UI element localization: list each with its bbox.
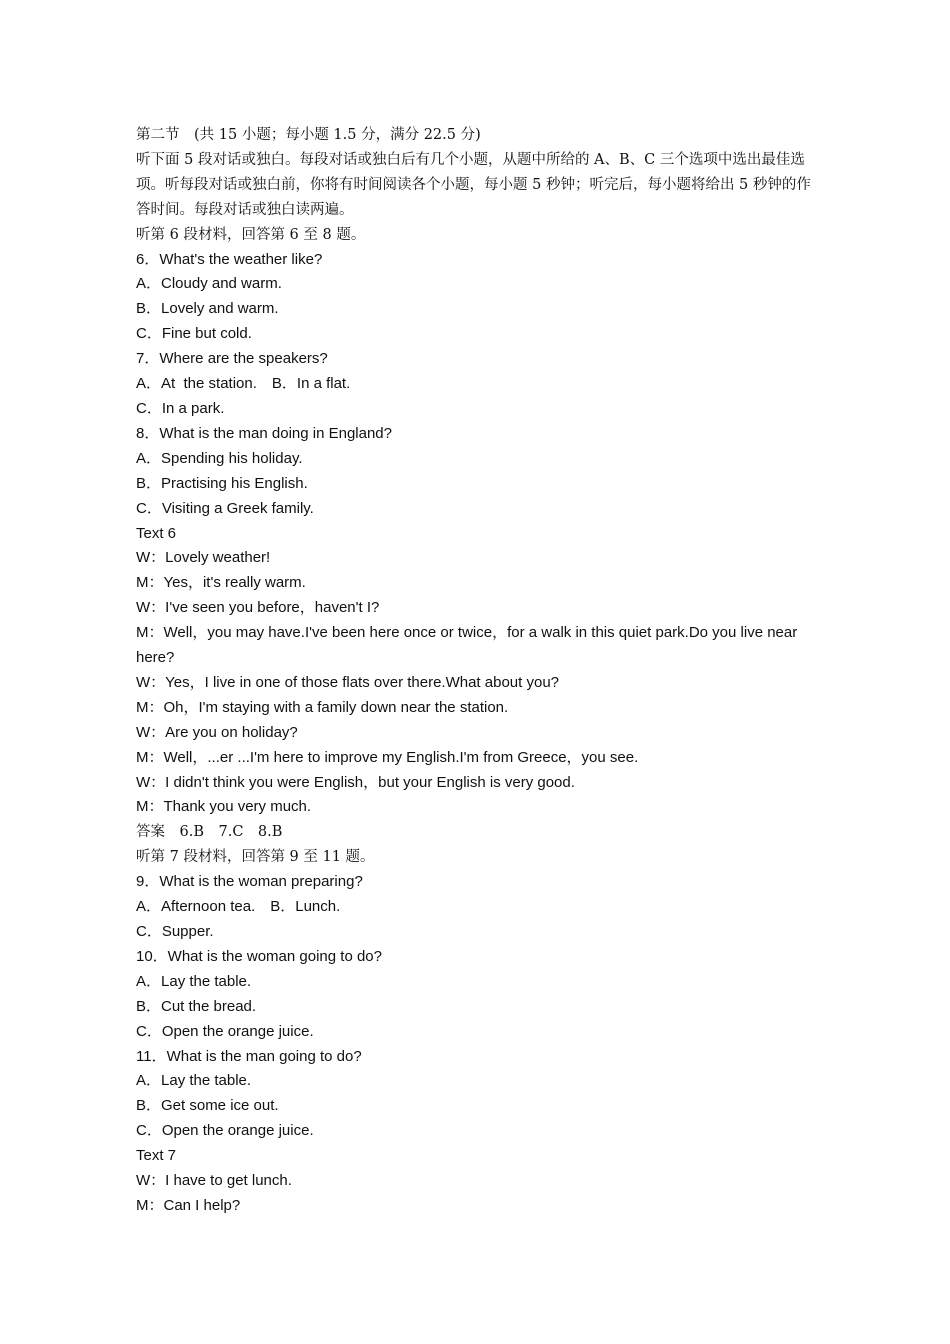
question-9-stem: 9．What is the woman preparing? <box>136 873 363 891</box>
question-6-option-c: C．Fine but cold. <box>136 325 252 343</box>
question-7-stem: 7．Where are the speakers? <box>136 350 328 368</box>
question-7-option-c: C．In a park. <box>136 399 225 417</box>
question-6-option-a: A．Cloudy and warm. <box>136 275 282 293</box>
question-10-option-c: C．Open the orange juice. <box>136 1022 314 1040</box>
dialogue-line: M：Thank you very much. <box>136 798 312 816</box>
passage-7-intro: 听第 7 段材料，回答第 9 至 11 题。 <box>136 849 375 866</box>
question-9-option-c: C．Supper. <box>136 923 214 940</box>
dialogue-line: M：Well，you may have.I've been here once or twice，for a walk in this quiet park.Do you live near here? <box>136 624 802 667</box>
question-8-option-a: A．Spending his holiday. <box>136 449 303 467</box>
section-instructions: 听下面 5 段对话或独白。每段对话或独白后有几个小题，从题中所给的 A、B、C 三个选项中选出最佳选项。听每段对话或独白前，你将有时间阅读各个小题，每小题 5 秒钟；听完后，每小题将给出 5 秒钟的作答时间。每段对话或独白读两遍。 <box>136 151 811 218</box>
question-11-option-c: C．Open the orange juice. <box>136 1122 314 1140</box>
question-10-option-a: A．Lay the table. <box>136 972 252 990</box>
passage-6-intro: 听第 6 段材料，回答第 6 至 8 题。 <box>136 226 366 243</box>
question-6-option-b: B．Lovely and warm. <box>136 300 279 318</box>
question-8-option-b: B．Practising his English. <box>136 474 308 492</box>
dialogue-line: W：I have to get lunch. <box>136 1172 292 1190</box>
dialogue-line: W：Are you on holiday? <box>136 723 298 741</box>
question-11-stem: 11．What is the man going to do? <box>136 1047 362 1065</box>
dialogue-line: M：Can I help? <box>136 1196 241 1214</box>
dialogue-line: W：I didn't think you were English，but your English is very good. <box>136 773 575 791</box>
question-10-stem: 10．What is the woman going to do? <box>136 947 382 965</box>
text-6-label: Text 6 <box>136 524 177 542</box>
question-11-option-b: B．Get some ice out. <box>136 1097 279 1115</box>
dialogue-line: W：I've seen you before，haven't I? <box>136 599 380 617</box>
question-8-option-c: C．Visiting a Greek family. <box>136 499 314 517</box>
question-9-options-ab: A．Afternoon tea. B．Lunch. <box>136 898 341 916</box>
dialogue-line: W：Lovely weather! <box>136 549 271 567</box>
question-6-stem: 6．What's the weather like? <box>136 250 323 268</box>
question-7-options-ab: A．At the station. B．In a flat. <box>136 375 351 393</box>
dialogue-line: W：Yes，I live in one of those flats over there.What about you? <box>136 673 560 691</box>
question-11-option-a: A．Lay the table. <box>136 1072 252 1090</box>
passage-6-answer: 答案 6.B 7.C 8.B <box>136 824 283 841</box>
dialogue-line: M：Yes，it's really warm. <box>136 574 306 592</box>
document-page <box>136 123 818 1219</box>
dialogue-line: M：Well，...er ...I'm here to improve my English.I'm from Greece，you see. <box>136 748 639 766</box>
dialogue-line: M：Oh，I'm staying with a family down near the station. <box>136 698 509 716</box>
question-10-option-b: B．Cut the bread. <box>136 997 257 1015</box>
text-7-label: Text 7 <box>136 1147 177 1165</box>
question-8-stem: 8．What is the man doing in England? <box>136 424 392 442</box>
section-heading: 第二节 (共 15 小题；每小题 1.5 分，满分 22.5 分) <box>136 127 481 143</box>
